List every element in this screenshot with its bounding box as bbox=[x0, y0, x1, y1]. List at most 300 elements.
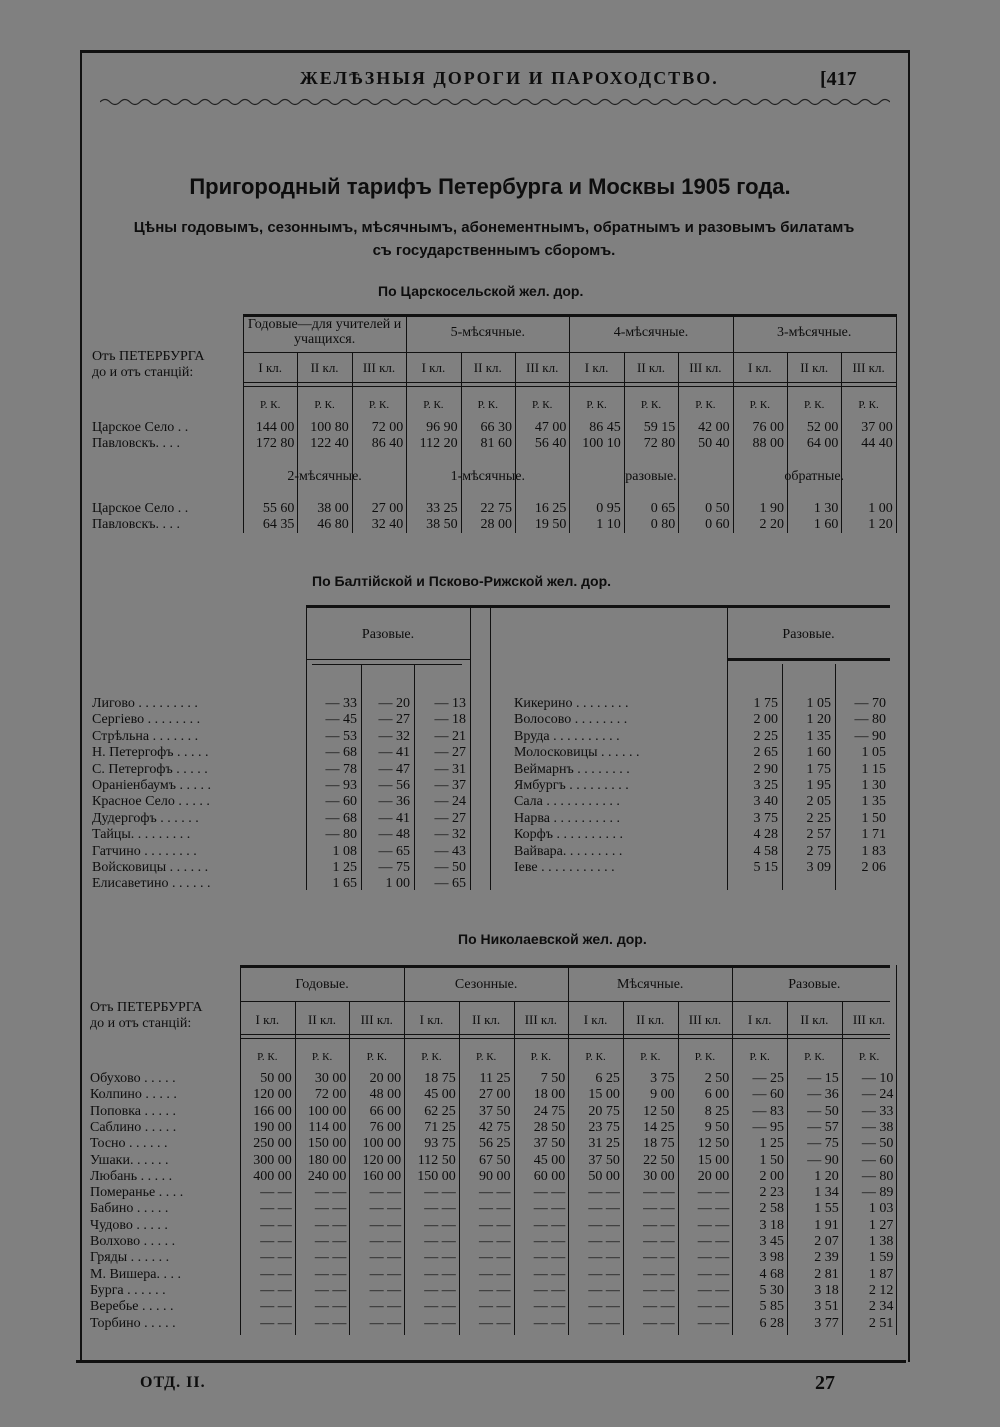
station-name: Дудергофъ . . . . . . bbox=[92, 810, 199, 826]
class-label: II кл. bbox=[310, 360, 339, 375]
fare-cell: 50 40 bbox=[698, 436, 730, 451]
fare-cell: 4 68 bbox=[759, 1266, 784, 1282]
fare-cell: — — bbox=[643, 1282, 675, 1298]
fare-cell: — 65 bbox=[378, 843, 410, 859]
fare-cell: 1 38 bbox=[868, 1234, 894, 1249]
fare-cell: — 60 bbox=[861, 1152, 894, 1168]
rk-label: Р. К. bbox=[475, 1051, 497, 1063]
rk-label: Р. К. bbox=[366, 1051, 387, 1063]
fare-cell: — 27 bbox=[434, 745, 466, 761]
fare-cell: — 10 bbox=[861, 1071, 894, 1086]
fare-cell: — — bbox=[260, 1234, 292, 1249]
fare-cell: — 31 bbox=[434, 761, 466, 777]
station-name: Молосковицы . . . . . . bbox=[514, 745, 640, 761]
rk-label: Р. К. bbox=[695, 399, 716, 411]
fare-cell: — 75 bbox=[807, 1136, 839, 1152]
fare-cell: 4 28 bbox=[753, 827, 778, 843]
fare-cell: 114 00 bbox=[308, 1119, 347, 1135]
fare-cell: — — bbox=[260, 1299, 292, 1315]
fare-cell: — — bbox=[643, 1299, 675, 1315]
group-header-b: обратные. bbox=[784, 469, 845, 484]
rk-label: Р. К. bbox=[694, 1051, 716, 1063]
top-rule bbox=[240, 965, 890, 968]
fare-cell: — — bbox=[369, 1217, 402, 1233]
fare-cell: 2 51 bbox=[868, 1315, 894, 1331]
fare-cell: — 41 bbox=[378, 745, 410, 761]
station-name: Царское Село . . bbox=[92, 501, 189, 516]
fare-cell: — 80 bbox=[854, 712, 886, 728]
fare-cell: — 60 bbox=[752, 1087, 784, 1103]
class-label: II кл. bbox=[473, 360, 502, 375]
fare-cell: — — bbox=[424, 1315, 456, 1331]
section-title-tsarskoye: По Царскосельской жел. дор. bbox=[378, 283, 584, 299]
fare-cell: — — bbox=[314, 1315, 347, 1331]
fare-cell: 2 06 bbox=[861, 860, 886, 875]
fare-cell: — — bbox=[314, 1234, 347, 1249]
fare-cell: 27 00 bbox=[371, 501, 404, 516]
running-title: ЖЕЛѢЗНЫЯ ДОРОГИ И ПАРОХОДСТВО. bbox=[300, 68, 719, 88]
rk-label: Р. К. bbox=[858, 399, 879, 411]
station-name: Ораніенбаумъ . . . . . bbox=[92, 778, 211, 793]
fare-cell: 48 00 bbox=[369, 1087, 402, 1103]
fare-cell: 2 25 bbox=[806, 810, 831, 826]
class-label: III кл. bbox=[362, 360, 396, 375]
fare-cell: 20 00 bbox=[697, 1168, 730, 1184]
col-divider bbox=[490, 605, 491, 890]
fare-cell: — — bbox=[478, 1217, 511, 1233]
group-header: 4-мѣсячные. bbox=[613, 325, 689, 340]
fare-cell: — 90 bbox=[854, 728, 886, 744]
fare-cell: — — bbox=[369, 1250, 402, 1266]
station-name: Лигово . . . . . . . . . bbox=[92, 696, 198, 711]
rk-label: Р. К. bbox=[749, 1051, 770, 1063]
rk-label: Р. К. bbox=[858, 1051, 880, 1063]
fare-cell: 1 20 bbox=[806, 712, 831, 728]
rk-label: Р. К. bbox=[477, 399, 498, 411]
fare-cell: — — bbox=[533, 1315, 566, 1331]
fare-cell: — 48 bbox=[378, 827, 410, 843]
fare-cell: 30 00 bbox=[314, 1071, 347, 1086]
rk-label: Р. К. bbox=[585, 1051, 606, 1063]
class-label: I кл. bbox=[583, 1012, 608, 1027]
fare-cell: 22 50 bbox=[643, 1152, 675, 1168]
class-label: II кл. bbox=[800, 360, 829, 375]
fare-cell: 19 50 bbox=[534, 517, 567, 532]
fare-cell: 37 00 bbox=[861, 420, 893, 435]
right-hdr-rule bbox=[727, 658, 890, 661]
fare-cell: — — bbox=[697, 1282, 730, 1298]
fare-cell: 1 00 bbox=[868, 501, 893, 516]
fare-cell: — — bbox=[369, 1315, 402, 1331]
rk-label: Р. К. bbox=[311, 1051, 333, 1063]
fare-cell: 2 90 bbox=[753, 761, 778, 777]
fare-cell: 3 40 bbox=[753, 794, 778, 810]
fare-cell: 1 10 bbox=[596, 517, 621, 532]
rk-label: Р. К. bbox=[640, 1051, 661, 1063]
fare-cell: 14 25 bbox=[643, 1119, 675, 1135]
fare-cell: 1 71 bbox=[861, 827, 886, 843]
fare-cell: — 33 bbox=[861, 1103, 894, 1119]
fare-cell: 3 09 bbox=[806, 860, 831, 875]
rk-label: Р. К. bbox=[314, 399, 335, 411]
rk-label: Р. К. bbox=[804, 399, 825, 411]
fare-cell: — 43 bbox=[434, 843, 466, 859]
fare-cell: 27 00 bbox=[478, 1087, 511, 1103]
fare-cell: — — bbox=[588, 1266, 620, 1282]
fare-cell: 2 25 bbox=[753, 728, 778, 744]
fare-cell: — — bbox=[697, 1234, 730, 1249]
fare-cell: 46 80 bbox=[317, 517, 349, 532]
fare-cell: — — bbox=[260, 1185, 292, 1201]
fare-cell: 44 40 bbox=[861, 436, 893, 451]
fare-cell: 18 75 bbox=[643, 1136, 675, 1152]
fare-cell: 64 35 bbox=[262, 517, 295, 532]
fare-cell: 240 00 bbox=[307, 1168, 347, 1184]
fare-cell: 1 30 bbox=[813, 501, 839, 516]
fare-cell: 2 81 bbox=[814, 1266, 839, 1282]
fare-cell: 1 91 bbox=[814, 1217, 839, 1233]
fare-cell: 64 00 bbox=[806, 436, 839, 451]
fare-cell: 47 00 bbox=[534, 420, 567, 435]
fare-cell: 9 50 bbox=[704, 1119, 730, 1135]
fare-cell: — 89 bbox=[861, 1185, 894, 1201]
fare-cell: 37 50 bbox=[533, 1136, 566, 1152]
group-header: Сезонные. bbox=[454, 977, 518, 992]
station-name: Гряды . . . . . . bbox=[90, 1250, 170, 1266]
class-label: III кл. bbox=[689, 360, 722, 375]
fare-cell: 122 40 bbox=[310, 436, 349, 451]
fare-cell: 96 90 bbox=[426, 420, 458, 435]
fare-cell: 5 30 bbox=[759, 1282, 784, 1298]
fare-cell: — 60 bbox=[325, 794, 357, 810]
fare-cell: 20 75 bbox=[588, 1103, 620, 1119]
fare-cell: 88 00 bbox=[752, 436, 784, 451]
class-label: I кл. bbox=[419, 1012, 444, 1027]
fare-cell: 81 60 bbox=[480, 436, 512, 451]
class-label: I кл. bbox=[747, 1012, 772, 1027]
fare-cell: 52 00 bbox=[806, 420, 839, 435]
fare-cell: 6 28 bbox=[759, 1315, 784, 1331]
fare-cell: 1 75 bbox=[753, 696, 778, 711]
fare-cell: 23 75 bbox=[588, 1119, 620, 1135]
fare-cell: 5 15 bbox=[753, 860, 778, 875]
station-name: С. Петергофъ . . . . . bbox=[92, 761, 208, 777]
fare-cell: — — bbox=[314, 1185, 347, 1201]
fare-cell: 100 80 bbox=[310, 420, 349, 435]
fare-cell: 1 25 bbox=[759, 1136, 784, 1152]
fare-cell: 400 00 bbox=[253, 1168, 292, 1184]
fare-cell: 45 00 bbox=[533, 1152, 566, 1168]
fare-cell: 2 34 bbox=[868, 1299, 894, 1315]
group-header-b: 1-мѣсячные. bbox=[450, 469, 525, 484]
fare-cell: — — bbox=[588, 1282, 620, 1298]
fare-cell: 2 20 bbox=[759, 517, 784, 532]
fare-cell: 31 25 bbox=[588, 1136, 620, 1152]
fare-cell: 30 00 bbox=[643, 1168, 675, 1184]
fare-cell: — 21 bbox=[434, 728, 466, 744]
fare-cell: 112 50 bbox=[417, 1152, 456, 1168]
rk-label: Р. К. bbox=[530, 1051, 552, 1063]
fare-cell: — — bbox=[424, 1250, 456, 1266]
fare-cell: — 57 bbox=[807, 1119, 839, 1135]
fare-cell: — — bbox=[533, 1282, 566, 1298]
station-name: Вайвара. . . . . . . . . bbox=[514, 843, 623, 859]
fare-cell: — — bbox=[643, 1315, 675, 1331]
fare-cell: — 24 bbox=[861, 1087, 894, 1103]
fare-cell: 1 50 bbox=[759, 1152, 784, 1168]
rk-label: Р. К. bbox=[804, 1051, 825, 1063]
station-name: Волосово . . . . . . . . bbox=[514, 712, 628, 728]
fare-cell: — — bbox=[314, 1266, 347, 1282]
fare-cell: 1 05 bbox=[861, 745, 886, 761]
fare-cell: 16 25 bbox=[534, 501, 567, 516]
fare-cell: — — bbox=[643, 1201, 675, 1217]
fare-cell: 2 58 bbox=[759, 1201, 784, 1217]
station-name: Н. Петергофъ . . . . . bbox=[92, 745, 209, 761]
fare-cell: — — bbox=[697, 1266, 730, 1282]
fare-cell: 1 60 bbox=[813, 517, 839, 532]
group-header: 3-мѣсячные. bbox=[776, 325, 852, 340]
class-label: III кл. bbox=[852, 1012, 886, 1027]
fare-cell: 1 30 bbox=[861, 778, 886, 793]
left-hdr-rule bbox=[306, 659, 470, 660]
fare-cell: 37 50 bbox=[588, 1152, 620, 1168]
fare-cell: — 56 bbox=[378, 778, 410, 793]
fare-cell: — 93 bbox=[325, 778, 357, 793]
fare-cell: — 32 bbox=[378, 728, 410, 744]
fare-cell: 11 25 bbox=[479, 1071, 511, 1086]
fare-cell: 72 00 bbox=[314, 1087, 347, 1103]
fare-cell: — 37 bbox=[434, 778, 466, 793]
fare-cell: — — bbox=[533, 1250, 566, 1266]
fare-cell: 1 50 bbox=[861, 810, 886, 826]
fare-cell: 112 20 bbox=[419, 436, 458, 451]
fare-cell: — 38 bbox=[861, 1119, 894, 1135]
fare-cell: 18 75 bbox=[424, 1071, 456, 1086]
fare-cell: — — bbox=[314, 1201, 347, 1217]
fare-cell: 18 00 bbox=[533, 1087, 566, 1103]
fare-cell: — — bbox=[369, 1185, 402, 1201]
footer-section: ОТД. II. bbox=[140, 1374, 206, 1391]
fare-cell: — — bbox=[697, 1201, 730, 1217]
fare-cell: 1 90 bbox=[759, 501, 784, 516]
fare-cell: 62 25 bbox=[424, 1103, 456, 1119]
fare-cell: 3 77 bbox=[814, 1315, 839, 1331]
fare-cell: 6 25 bbox=[595, 1071, 620, 1086]
fare-cell: — — bbox=[588, 1234, 620, 1249]
fare-cell: — — bbox=[478, 1185, 511, 1201]
fare-cell: — — bbox=[314, 1217, 347, 1233]
fare-cell: 0 65 bbox=[650, 501, 676, 516]
fare-cell: 180 00 bbox=[307, 1152, 347, 1168]
fare-cell: — 32 bbox=[434, 827, 466, 843]
fare-cell: — — bbox=[369, 1266, 402, 1282]
station-name: Веребье . . . . . bbox=[90, 1299, 174, 1315]
fare-cell: 1 34 bbox=[814, 1185, 839, 1201]
class-rule-2 bbox=[240, 1038, 890, 1039]
station-name: Ушаки. . . . . . bbox=[90, 1152, 169, 1168]
fare-cell: 56 40 bbox=[534, 436, 567, 451]
fare-cell: 90 00 bbox=[478, 1168, 511, 1184]
fare-cell: 1 27 bbox=[868, 1217, 894, 1233]
station-name: Тайцы. . . . . . . . . bbox=[92, 827, 191, 843]
fare-cell: 150 00 bbox=[307, 1136, 347, 1152]
col-divider bbox=[470, 605, 471, 890]
fare-cell: — 24 bbox=[434, 794, 466, 810]
fare-cell: 8 25 bbox=[704, 1103, 730, 1119]
fare-cell: — 20 bbox=[378, 696, 410, 711]
fare-cell: 20 00 bbox=[369, 1071, 402, 1086]
fare-cell: — — bbox=[424, 1266, 456, 1282]
wavy-rule bbox=[100, 96, 890, 108]
station-name: Торбино . . . . . bbox=[90, 1315, 176, 1331]
fare-cell: — — bbox=[533, 1201, 566, 1217]
fare-cell: — 95 bbox=[752, 1119, 784, 1135]
fare-cell: — — bbox=[533, 1299, 566, 1315]
fare-cell: — — bbox=[697, 1217, 730, 1233]
fare-cell: 3 98 bbox=[759, 1250, 784, 1266]
station-name: Поповка . . . . . bbox=[90, 1103, 177, 1119]
fare-cell: — — bbox=[369, 1282, 402, 1298]
fare-cell: 2 75 bbox=[806, 843, 831, 859]
class-label: I кл. bbox=[258, 360, 283, 375]
station-name: Красное Село . . . . . bbox=[92, 794, 210, 810]
station-name: Ямбургъ . . . . . . . . . bbox=[514, 778, 629, 793]
group-header: Годовые. bbox=[295, 977, 349, 992]
fare-cell: — — bbox=[424, 1234, 456, 1249]
fare-cell: 1 35 bbox=[806, 728, 831, 744]
fare-cell: — — bbox=[533, 1234, 566, 1249]
fare-cell: 33 25 bbox=[426, 501, 458, 516]
fare-cell: 190 00 bbox=[253, 1119, 292, 1135]
class-label: II кл. bbox=[472, 1012, 501, 1027]
rk-label: Р. К. bbox=[586, 399, 607, 411]
fare-cell: — 78 bbox=[325, 761, 357, 777]
fare-cell: 93 75 bbox=[424, 1136, 456, 1152]
fare-cell: — 41 bbox=[378, 810, 410, 826]
class-label: III кл. bbox=[688, 1012, 722, 1027]
class-label: I кл. bbox=[421, 360, 446, 375]
fare-cell: 2 00 bbox=[759, 1168, 784, 1184]
fare-cell: 1 55 bbox=[814, 1201, 839, 1217]
fare-cell: 42 75 bbox=[478, 1119, 511, 1135]
fare-cell: 76 00 bbox=[752, 420, 784, 435]
fare-cell: 45 00 bbox=[424, 1087, 456, 1103]
fare-cell: — — bbox=[260, 1315, 292, 1331]
fare-cell: 2 39 bbox=[814, 1250, 839, 1266]
fare-cell: 32 40 bbox=[371, 517, 404, 532]
fare-cell: 172 80 bbox=[255, 436, 295, 451]
fare-cell: — — bbox=[424, 1282, 456, 1298]
class-label: I кл. bbox=[584, 360, 609, 375]
fare-cell: 1 75 bbox=[806, 761, 831, 777]
station-name: Корфъ . . . . . . . . . . bbox=[514, 827, 623, 843]
station-name: М. Вишера. . . . bbox=[90, 1266, 181, 1282]
station-name: Веймарнъ . . . . . . . . bbox=[514, 761, 630, 777]
right-header: Разовые. bbox=[782, 627, 835, 642]
fare-cell: — 50 bbox=[807, 1103, 839, 1119]
fare-cell: 0 60 bbox=[705, 517, 730, 532]
fare-cell: — — bbox=[424, 1201, 456, 1217]
fare-cell: 1 05 bbox=[806, 696, 831, 711]
fare-cell: 22 75 bbox=[480, 501, 512, 516]
rk-label: Р. К. bbox=[421, 1051, 442, 1063]
fare-cell: 1 87 bbox=[868, 1266, 894, 1282]
fare-cell: — — bbox=[369, 1234, 402, 1249]
fare-cell: — — bbox=[478, 1299, 511, 1315]
station-name: Павловскъ. . . . bbox=[92, 436, 181, 451]
fare-cell: 86 45 bbox=[589, 420, 621, 435]
col-divider bbox=[896, 314, 897, 533]
fare-cell: 100 00 bbox=[307, 1103, 347, 1119]
fare-cell: 15 00 bbox=[588, 1087, 620, 1103]
fare-cell: 1 15 bbox=[861, 761, 886, 777]
fare-cell: 0 80 bbox=[650, 517, 676, 532]
fare-cell: 0 95 bbox=[596, 501, 621, 516]
fare-cell: 24 75 bbox=[533, 1103, 566, 1119]
fare-cell: — — bbox=[588, 1299, 620, 1315]
group-header: Годовые—для учителей и учащихся. bbox=[247, 317, 402, 347]
fare-cell: 2 23 bbox=[759, 1185, 784, 1201]
fare-cell: 1 83 bbox=[861, 843, 886, 859]
fare-cell: 0 50 bbox=[705, 501, 730, 516]
group-rule bbox=[240, 1001, 890, 1002]
fare-cell: 72 00 bbox=[371, 420, 404, 435]
fare-cell: — 13 bbox=[434, 696, 466, 711]
fare-cell: 2 05 bbox=[806, 794, 831, 810]
station-name: Сергіево . . . . . . . . bbox=[92, 712, 201, 728]
fare-cell: 250 00 bbox=[253, 1136, 292, 1152]
station-name: Вруда . . . . . . . . . . bbox=[514, 728, 620, 744]
station-name: Войсковицы . . . . . . bbox=[92, 860, 209, 875]
rk-label: Р. К. bbox=[368, 399, 390, 411]
left-header: Разовые. bbox=[361, 627, 415, 642]
fare-cell: — — bbox=[260, 1217, 292, 1233]
station-name: Іеве . . . . . . . . . . . bbox=[514, 860, 615, 875]
section-title-nikolaev: По Николаевской жел. дор. bbox=[458, 931, 647, 947]
stub-line-2: до и отъ станцій: bbox=[92, 365, 194, 380]
fare-cell: 72 80 bbox=[643, 436, 676, 451]
fare-cell: — 36 bbox=[378, 794, 410, 810]
fare-cell: — — bbox=[533, 1185, 566, 1201]
fare-cell: 1 35 bbox=[861, 794, 886, 810]
fare-cell: — — bbox=[643, 1250, 675, 1266]
fare-cell: — — bbox=[643, 1234, 675, 1249]
fare-cell: 28 50 bbox=[533, 1119, 566, 1135]
fare-cell: — 80 bbox=[861, 1168, 894, 1184]
fare-cell: 1 20 bbox=[814, 1168, 839, 1184]
fare-cell: 12 50 bbox=[643, 1103, 675, 1119]
group-header-b: разовые. bbox=[625, 469, 677, 484]
fare-cell: 6 00 bbox=[704, 1087, 730, 1103]
fare-cell: 15 00 bbox=[697, 1152, 730, 1168]
class-label: II кл. bbox=[636, 1012, 665, 1027]
fare-cell: — — bbox=[588, 1201, 620, 1217]
fare-cell: 67 50 bbox=[478, 1152, 511, 1168]
stub-line-2: до и отъ станцій: bbox=[90, 1016, 192, 1031]
fare-cell: — 90 bbox=[807, 1152, 839, 1168]
stub-line-1: Отъ ПЕТЕРБУРГА bbox=[90, 1000, 203, 1015]
fare-cell: — 80 bbox=[325, 827, 357, 843]
fare-cell: 150 00 bbox=[417, 1168, 456, 1184]
subtitle-line-1: Цѣны годовымъ, сезоннымъ, мѣсячнымъ, абонементнымъ, обратнымъ и разовымъ билатамъ bbox=[133, 219, 855, 236]
station-name: Бабино . . . . . bbox=[90, 1201, 169, 1217]
fare-cell: 1 03 bbox=[868, 1201, 894, 1217]
fare-cell: — — bbox=[478, 1250, 511, 1266]
fare-cell: — — bbox=[533, 1217, 566, 1233]
fare-cell: 38 00 bbox=[317, 501, 349, 516]
fare-cell: 1 95 bbox=[806, 778, 831, 793]
